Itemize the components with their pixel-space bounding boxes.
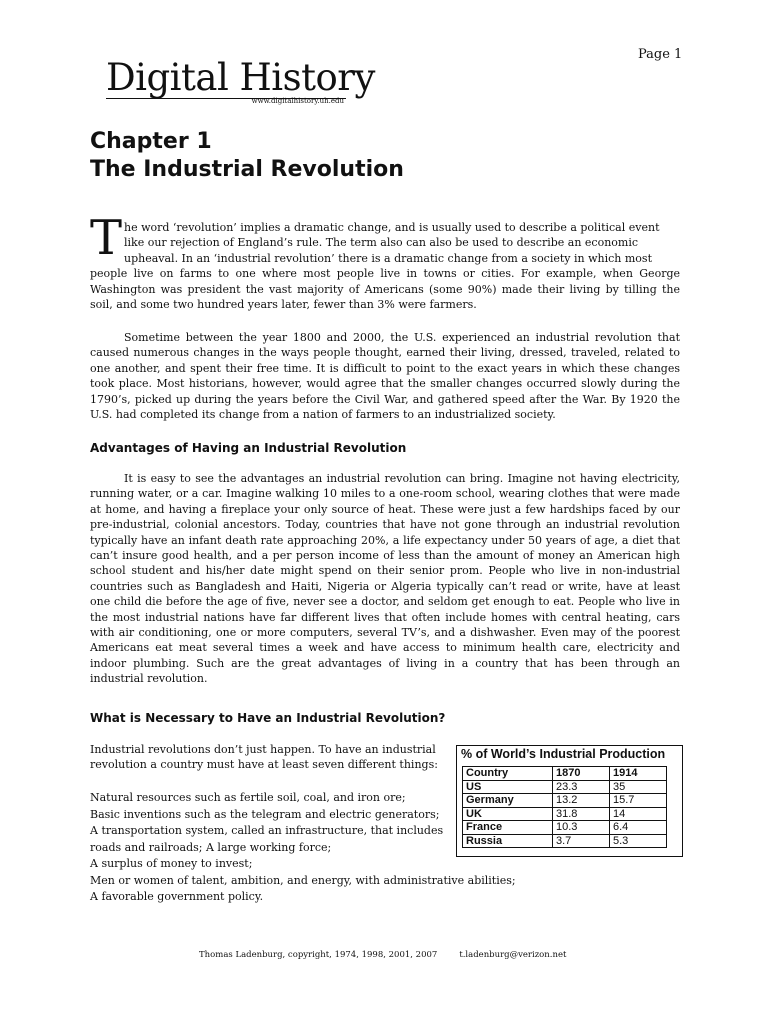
intro-line-3: upheaval. In an ‘industrial revolution’ there is a dramatic change from a society in which most [124, 251, 652, 265]
table-cell: Russia [463, 834, 553, 848]
logo-url: www.digitalhistory.uh.edu [251, 97, 344, 105]
chapter-number: Chapter 1 [90, 129, 212, 154]
table-cell: 3.7 [553, 834, 610, 848]
table-cell: UK [463, 807, 553, 821]
table-row [463, 780, 667, 794]
intro-line-2: like our rejection of England’s rule. The term also can also be used to describe an economic [124, 236, 639, 250]
list-item: A transportation system, called an infrastructure, that includes [90, 824, 444, 837]
table-title: % of World’s Industrial Production [461, 747, 666, 761]
table-cell: 35 [610, 780, 667, 794]
logo-text: Digital History [106, 56, 375, 99]
table-header-cell: Country [463, 767, 553, 781]
page-footer [199, 950, 566, 960]
footer-email: t.ladenburg@verizon.net [459, 950, 567, 960]
list-item: A favorable government policy. [90, 890, 264, 903]
section-heading-advantages: Advantages of Having an Industrial Revolution [90, 441, 407, 455]
list-item: Men or women of talent, ambition, and energy, with administrative abilities; [90, 873, 516, 887]
table-row [463, 807, 667, 821]
production-table [462, 766, 667, 848]
table-row [463, 821, 667, 835]
table-cell: 14 [610, 807, 667, 821]
table-cell: 10.3 [553, 821, 610, 835]
table-cell: 5.3 [610, 834, 667, 848]
footer-copyright: Thomas Ladenburg, copyright, 1974, 1998, 2001, 2007 [199, 950, 438, 960]
drop-cap: T [90, 210, 123, 266]
table-row [463, 834, 667, 848]
list-item: roads and railroads; A large working force; [90, 840, 332, 854]
table-cell: Germany [463, 794, 553, 808]
necessary-intro [90, 742, 450, 773]
paragraph-3: It is easy to see the advantages an industrial revolution can bring. Imagine not having electricity, running water, or a car. Imagine walking 10 miles to a one-room school, wearing clothes that were made at home, and having a fireplace your only source of heat. These were just a few hardships faced by our pre-industrial, colonial ancestors. Today, countries that have not gone through an industrial revolution typically have an infant death rate approaching 20%, a life expectancy under 50 years of age, a diet that can’t insure good health, and a per person income of less than the amount of money an American high school student and his/her date might spend on their senior prom. People who live in non-industrial countries such as Bangladesh and Haiti, Nigeria or Algeria typically can’t read or write, have at least one child die before the age of five, never see a doctor, and seldom get enough to eat. People who live in the most industrial nations have far different lives that often include homes with central heating, cars with air conditioning, one or more computers, several TV’s, and a dishwasher. Even may of the poorest Americans eat meat several times a week and have access to minimum health care, electricity and indoor plumbing. Such are the great advantages of living in a country that has been through an industrial revolution. [90, 472, 680, 686]
chapter-heading [90, 128, 404, 184]
table-cell: 6.4 [610, 821, 667, 835]
table-cell: 31.8 [553, 807, 610, 821]
digital-history-logo [106, 56, 375, 108]
table-header-cell: 1870 [553, 767, 610, 781]
necessary-intro-line-1: Industrial revolutions don’t just happen. To have an industrial [90, 743, 436, 756]
table-cell: 13.2 [553, 794, 610, 808]
table-cell: 15.7 [610, 794, 667, 808]
table-cell: US [463, 780, 553, 794]
page-number: Page 1 [638, 47, 683, 62]
table-header-row [463, 767, 667, 781]
table-cell: 23.3 [553, 780, 610, 794]
table-cell: France [463, 821, 553, 835]
intro-paragraph-rest: people live on farms to one where most people live in towns or cities. For example, when George Washington was president the vast majority of Americans (some 90%) made their living by tilling the soil, and some two hundred years later, fewer than 3% were farmers. [90, 267, 680, 311]
necessary-intro-line-2: revolution a country must have at least seven different things: [90, 758, 438, 772]
list-item: Basic inventions such as the telegram and electric generators; [90, 807, 440, 821]
intro-line-1: he word ‘revolution’ implies a dramatic change, and is usually used to describe a political event [124, 221, 660, 234]
table-row [463, 794, 667, 808]
table-header-cell: 1914 [610, 767, 667, 781]
industrial-production-table [456, 745, 683, 857]
list-item: A surplus of money to invest; [90, 857, 253, 870]
list-item: Natural resources such as fertile soil, coal, and iron ore; [90, 791, 406, 804]
chapter-title: The Industrial Revolution [90, 157, 404, 182]
paragraph-2: Sometime between the year 1800 and 2000, the U.S. experienced an industrial revolution that caused numerous changes in the ways people thought, earned their living, dressed, traveled, related to one another, and spent their free time. It is difficult to point to the exact years in which these changes took place. Most historians, however, would agree that the smaller changes occurred slowly during the 1790’s, picked up during the years before the Civil War, and gathered speed after the War. By 1920 the U.S. had completed its change from a nation of farmers to an industrialized society. [90, 331, 680, 422]
section-heading-necessary: What is Necessary to Have an Industrial Revolution? [90, 711, 446, 725]
